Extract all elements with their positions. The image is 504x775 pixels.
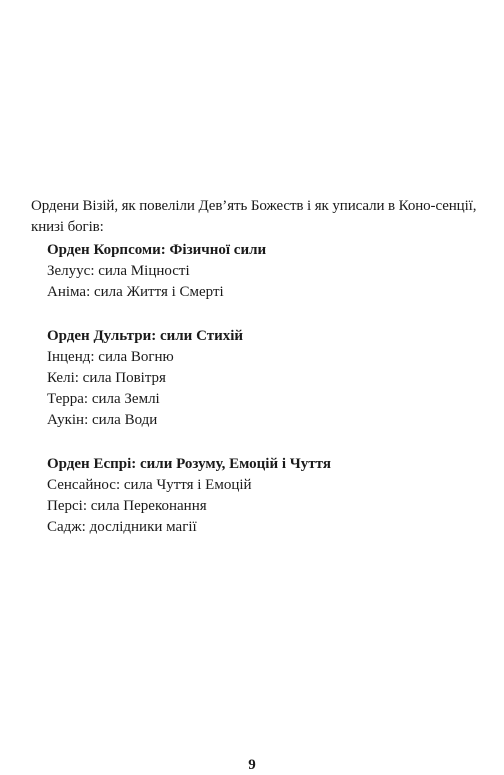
page-number: 9 <box>248 757 256 773</box>
order-item: Терра: сила Землі <box>47 391 160 407</box>
order-item: Персі: сила Переконання <box>47 498 207 514</box>
order-title: Орден Корпсоми: Фізичної сили <box>47 242 267 258</box>
orders-list <box>47 240 477 561</box>
intro-paragraph: Ордени Візій, як повеліли Дев’ять Божеств і як уписали в Коно-сенції, книзі богів: <box>31 198 477 235</box>
order-title: Орден Дультри: сили Стихій <box>47 328 244 344</box>
order-section <box>47 240 477 303</box>
order-item: Аніма: сила Життя і Смерті <box>47 284 224 300</box>
order-item: Аукін: сила Води <box>47 412 158 428</box>
order-item: Садж: дослідники магії <box>47 519 197 535</box>
order-section <box>47 454 477 538</box>
order-title: Орден Еспрі: сили Розуму, Емоцій і Чуття <box>47 456 331 472</box>
order-item: Келі: сила Повітря <box>47 370 166 386</box>
order-item: Зелуус: сила Міцності <box>47 263 190 279</box>
order-section <box>47 326 477 431</box>
order-item: Інценд: сила Вогню <box>47 349 174 365</box>
order-item: Сенсайнос: сила Чуття і Емоцій <box>47 477 252 493</box>
